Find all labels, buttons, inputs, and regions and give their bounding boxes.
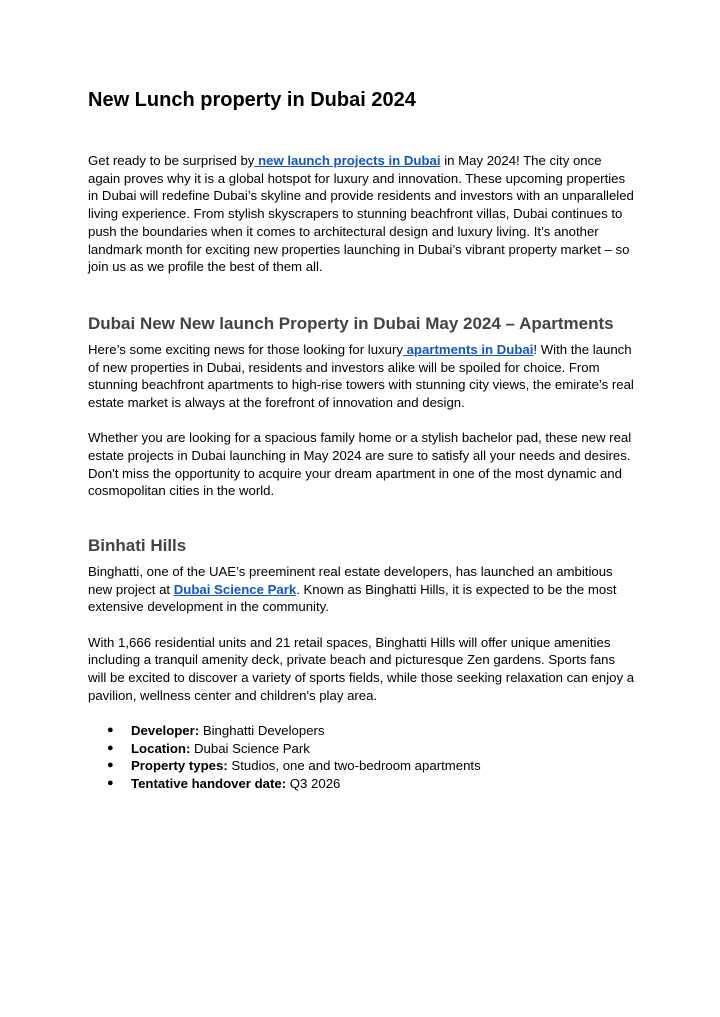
apartments-in-dubai-link[interactable]: apartments in Dubai [402, 342, 534, 357]
detail-label: Developer: [131, 722, 200, 738]
detail-label: Property types: [131, 758, 228, 774]
bullet-icon: ● [107, 759, 114, 772]
bullet-icon: ● [107, 723, 114, 736]
apartments-heading: Dubai New New launch Property in Dubai May 2024 – Apartments [88, 314, 614, 333]
new-launch-projects-link[interactable]: new launch projects in Dubai [254, 153, 441, 168]
binhati-p1-after: . Known as Binghatti Hills, it is expected to be the most extensive development in the community. [88, 581, 617, 615]
detail-value: Studios, one and two-bedroom apartments [227, 758, 481, 774]
apartments-p1-before: Here’s some exciting news for those looking for luxury [88, 342, 403, 357]
intro-text-before: Get ready to be surprised by [88, 153, 255, 168]
binhati-hills-section [88, 535, 636, 793]
binhati-p1-before: Binghatti, one of the UAE’s preeminent real estate developers, has launched an ambitious new project at [88, 564, 613, 597]
detail-label: Tentative handover date: [131, 776, 287, 792]
bullet-icon: ● [107, 741, 114, 754]
apartments-p1-after: ! With the launch of new properties in Dubai, residents and investors alike will be spoiled for choice. From stunning beachfront apartments to high-rise towers with stunning city views, the emirate’s real estate market is always at the forefront of innovation and design. [88, 342, 634, 411]
intro-text-after: in May 2024! The city once again proves why it is a global hotspot for luxury and innovation. These upcoming properties in Dubai will redefine Dubai’s skyline and provide residents and investors with an unparalleled living experience. From stylish skyscrapers to stunning beachfront villas, Dubai continues to push the boundaries when it comes to architectural design and luxury living. It’s another landmark month for exciting new properties launching in Dubai’s vibrant property market – so join us as we profile the best of them all. [88, 153, 634, 275]
detail-value: Binghatti Developers [199, 722, 325, 738]
detail-property-types [88, 757, 636, 775]
intro-paragraph-block [88, 152, 636, 276]
page-title: New Lunch property in Dubai 2024 [88, 89, 416, 111]
bullet-icon: ● [107, 777, 114, 790]
project-details-list [88, 722, 636, 793]
intro-paragraph [88, 152, 636, 276]
apartments-paragraph-1 [88, 341, 636, 412]
binhati-hills-heading: Binhati Hills [88, 536, 187, 555]
detail-developer [88, 722, 636, 740]
detail-handover-date [88, 775, 636, 793]
detail-value: Q3 2026 [286, 776, 341, 792]
detail-location [88, 740, 636, 758]
detail-value: Dubai Science Park [190, 740, 310, 756]
binhati-paragraph-2: With 1,666 residential units and 21 retail spaces, Binghatti Hills will offer unique amenities including a tranquil amenity deck, private beach and picturesque Zen gardens. Sports fans will be excited to discover a variety of sports fields, while those seeking relaxation can enjoy a pavilion, wellness center and children's play area. [88, 634, 635, 703]
apartments-section [88, 313, 636, 500]
detail-label: Location: [131, 740, 191, 756]
dubai-science-park-link[interactable]: Dubai Science Park [173, 581, 297, 597]
binhati-paragraph-1 [88, 563, 636, 616]
apartments-paragraph-2: Whether you are looking for a spacious family home or a stylish bachelor pad, these new real estate projects in Dubai launching in May 2024 are sure to satisfy all your needs and desires. Don't miss the opportunity to acquire your dream apartment in one of the most dynamic and cosmopolitan cities in the world. [88, 430, 632, 499]
